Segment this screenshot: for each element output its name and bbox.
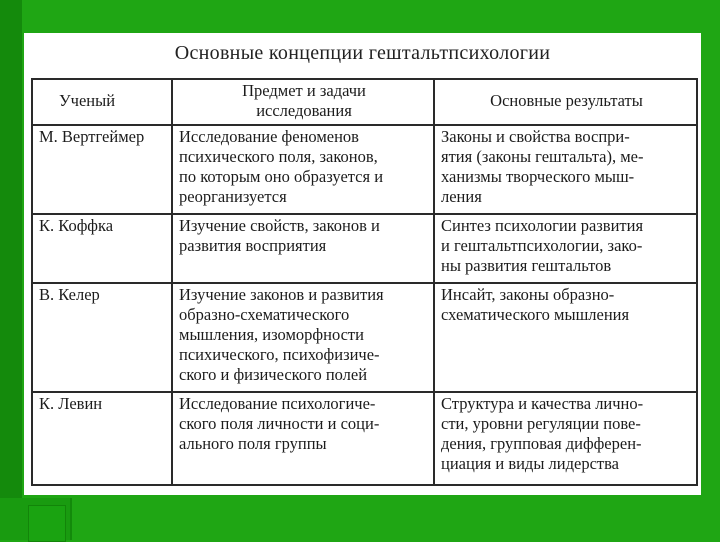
header-results: Основные результаты bbox=[434, 79, 697, 125]
header-subject: Предмет и задачи исследования bbox=[172, 79, 434, 125]
slide-title: Основные концепции гештальтпсихологии bbox=[174, 42, 551, 64]
subject-cell: Изучение свойств, законов и развития восприятия bbox=[172, 214, 434, 283]
concepts-table bbox=[31, 78, 698, 486]
scientist-name: М. Вертгеймер bbox=[32, 125, 172, 214]
results-cell: Синтез психологии развития и гештальтпсихологии, зако- ны развития гештальтов bbox=[434, 214, 697, 283]
background-corner-block-inner bbox=[28, 505, 66, 542]
results-cell: Структура и качества лично- сти, уровни регуляции пове- дения, групповая дифферен- циация и виды лидерства bbox=[434, 392, 697, 485]
table-row bbox=[32, 283, 697, 392]
table-row bbox=[32, 125, 697, 214]
background-left-stripe bbox=[0, 0, 22, 540]
scientist-name: К. Коффка bbox=[32, 214, 172, 283]
scientist-name: К. Левин bbox=[32, 392, 172, 485]
header-scientist: Ученый bbox=[32, 79, 172, 125]
results-cell: Законы и свойства воспри- ятия (законы гештальта), ме- ханизмы творческого мыш- ления bbox=[434, 125, 697, 214]
subject-cell: Исследование психологиче- ского поля личности и соци- ального поля группы bbox=[172, 392, 434, 485]
scientist-name: В. Келер bbox=[32, 283, 172, 392]
slide-content bbox=[24, 33, 701, 495]
table-header-row bbox=[32, 79, 697, 125]
table-row bbox=[32, 392, 697, 485]
table-row bbox=[32, 214, 697, 283]
subject-cell: Исследование феноменов психического поля, законов, по которым оно образуется и реорганизуется bbox=[172, 125, 434, 214]
subject-cell: Изучение законов и развития образно-схематического мышления, изоморфности психического, психофизиче- ского и физического полей bbox=[172, 283, 434, 392]
results-cell: Инсайт, законы образно- схематического мышления bbox=[434, 283, 697, 392]
